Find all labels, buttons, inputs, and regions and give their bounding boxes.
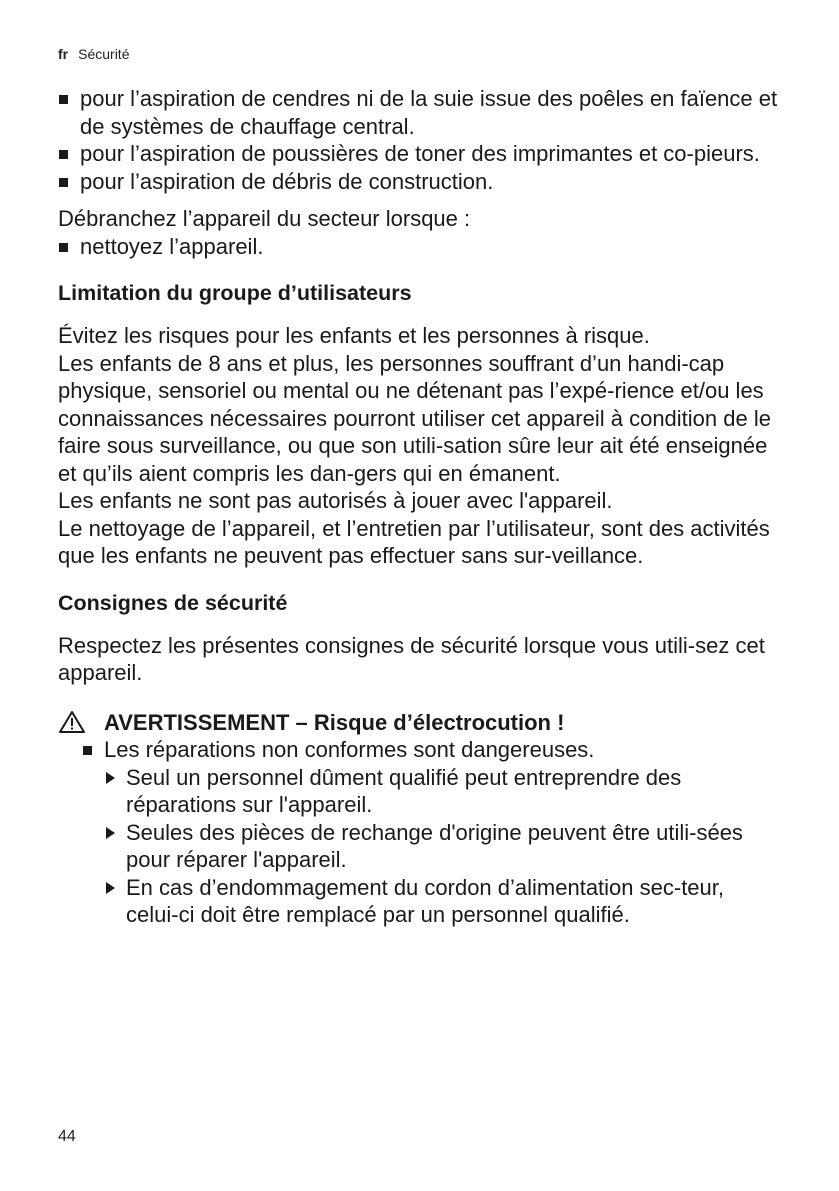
paragraph: Les enfants ne sont pas autorisés à jouer avec l'appareil.	[58, 488, 613, 513]
consignes-heading: Consignes de sécurité	[58, 590, 288, 615]
action-item: Seules des pièces de rechange d'origine peuvent être utili-sées pour réparer l'appareil.	[104, 819, 780, 874]
paragraph: Les enfants de 8 ans et plus, les personnes souffrant d’un handi-cap physique, sensoriel ou mental ou ne détenant pas l’expé-rience et/ou les connaissances nécessaires pourront utiliser cet appareil à condition de le faire sous surveillance, ou que son utili-sation sûre leur ait été enseignée et qu’ils aient compris les dan-gers qui en émanent.	[58, 350, 771, 486]
limitation-heading: Limitation du groupe d’utilisateurs	[58, 281, 412, 305]
paragraph: Le nettoyage de l’appareil, et l’entretien par l’utilisateur, sont des activités que les enfants ne peuvent pas effectuer sans sur-veillance.	[58, 515, 770, 568]
action-item: Seul un personnel dûment qualifié peut entreprendre des réparations sur l'appareil.	[104, 764, 780, 819]
paragraph: Évitez les risques pour les enfants et les personnes à risque.	[58, 323, 650, 348]
list-item: nettoyez l’appareil.	[58, 233, 780, 261]
warning-title	[58, 709, 780, 737]
unplug-list	[58, 233, 780, 261]
list-item	[82, 736, 780, 929]
action-item: En cas d’endommagement du cordon d’alimentation sec-teur, celui-ci doit être remplacé par un personnel qualifié.	[104, 874, 780, 929]
action-list	[104, 764, 780, 929]
warning-list	[58, 736, 780, 929]
paragraph: Respectez les présentes consignes de sécurité lorsque vous utili-sez cet appareil.	[58, 632, 765, 685]
warning-triangle-icon	[58, 710, 86, 734]
language-code: fr	[58, 46, 69, 62]
list-item: pour l’aspiration de poussières de toner des imprimantes et co-pieurs.	[58, 140, 780, 168]
main-content	[58, 85, 780, 929]
page-number: 44	[58, 1128, 76, 1145]
warning-item-text: Les réparations non conformes sont dangereuses.	[104, 737, 595, 762]
unplug-text: Débranchez l’appareil du secteur lorsque :	[58, 206, 471, 231]
warning-title-text: AVERTISSEMENT – Risque d’électrocution !	[104, 709, 565, 735]
page-header	[58, 46, 129, 62]
list-item: pour l’aspiration de cendres ni de la suie issue des poêles en faïence et de systèmes de chauffage central.	[58, 85, 780, 140]
section-title: Sécurité	[78, 46, 130, 62]
list-item: pour l’aspiration de débris de construction.	[58, 168, 780, 196]
intro-list	[58, 85, 780, 195]
